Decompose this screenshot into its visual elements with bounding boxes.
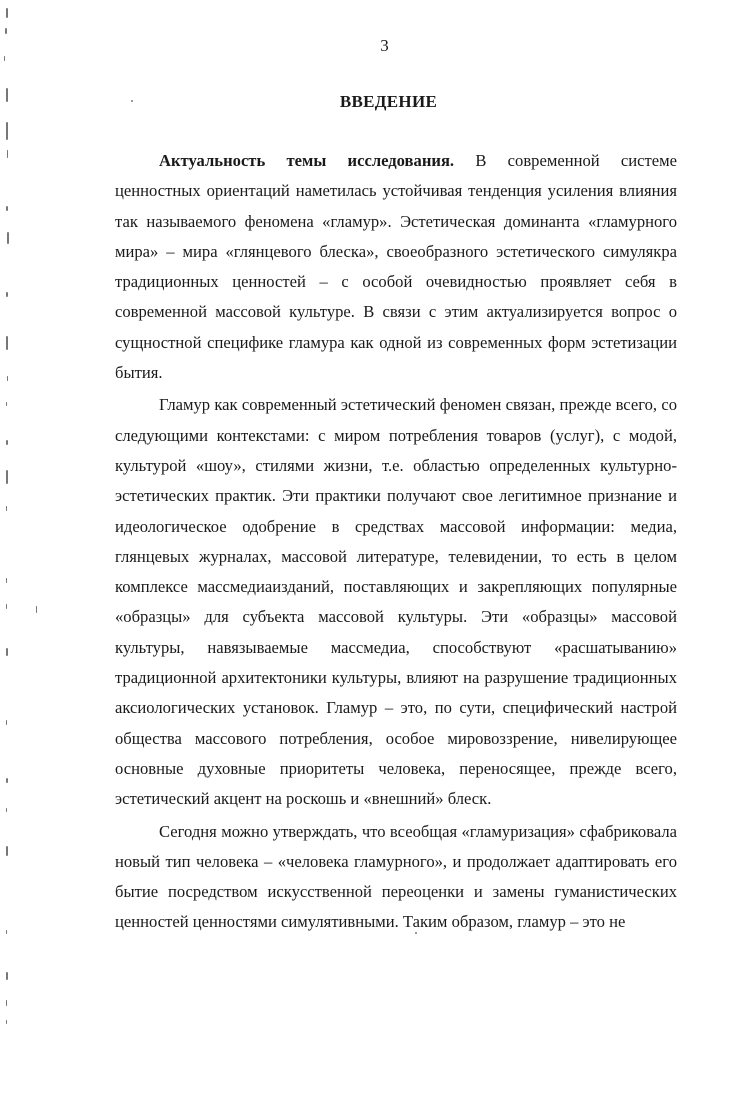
scan-speck: [6, 470, 8, 484]
section-heading: ВВЕДЕНИЕ: [339, 92, 438, 111]
paragraph-lead: Актуальность темы исследования.: [159, 151, 455, 170]
paragraph-relevance: [115, 146, 677, 388]
scan-speck: [6, 648, 8, 656]
scan-speck: [6, 1000, 7, 1006]
scan-speck: [6, 506, 7, 511]
scan-speck: [6, 88, 8, 102]
scan-speck: [6, 578, 7, 583]
scan-speck: [6, 846, 8, 856]
scan-speck: [7, 232, 9, 244]
paragraph-text: В современной системе ценностных ориентаций наметилась устойчивая тенденция усиления влияния так называемого феномена «гламур». Эстетическая доминанта «гламурного мира» – мира «глянцевого блеска», своеобразного эстетического симулякра традиционных ценностей – с особой очевидностью проявляет себя в современной массовой культуре. В связи с этим актуализируется вопрос о сущностной специфике гламура как одной из современных форм эстетизации бытия.: [115, 151, 677, 383]
scan-speck: [6, 972, 8, 980]
scan-speck: [6, 402, 7, 406]
scan-speck: [6, 778, 8, 783]
scan-speck: [6, 808, 7, 812]
scan-speck: [7, 376, 8, 381]
document-body: [115, 146, 677, 938]
scan-speck: [6, 440, 8, 445]
scan-speck: [6, 336, 8, 350]
scan-speck: [6, 292, 8, 297]
scan-speck: [6, 206, 8, 211]
scan-speck: [36, 606, 37, 613]
scan-speck: [5, 28, 7, 34]
scan-speck: [131, 100, 133, 102]
paragraph-glamour-today: Сегодня можно утверждать, что всеобщая «гламуризация» сфабриковала новый тип человека – «человека гламурного», и продолжает адаптировать его бытие посредством искусственной переоценки и замены гуманистических ценностей ценностями симулятивными. Таким образом, гламур – это не: [115, 821, 677, 932]
scan-speck: [6, 604, 7, 609]
paragraph-glamour-context: Гламур как современный эстетический феномен связан, прежде всего, со следующими контекстами: с миром потребления товаров (услуг), с модой, культурой «шоу», стилями жизни, т.е. областью определенных культурно-эстетических практик. Эти практики получают свое легитимное признание и идеологическое одобрение в средствах массовой информации: медиа, глянцевых журналах, массовой литературе, телевидении, то есть в целом комплексе массмедиаизданий, поставляющих и закрепляющих популярные «образцы» для субъекта массовой культуры. Эти «образцы» массовой культуры, навязываемые массмедиа, способствуют «расшатыванию» традиционной архитектоники культуры, влияют на разрушение традиционных аксиологических установок. Гламур – это, по сути, специфический настрой общества массового потребления, особое мировоззрение, нивелирующее основные духовные приоритеты человека, переносящее, прежде всего, эстетический акцент на роскошь и «внешний» блеск.: [115, 395, 677, 809]
scan-speck: [6, 720, 7, 725]
scan-speck: [6, 122, 8, 140]
scan-speck: [6, 930, 7, 934]
scan-speck: [415, 932, 417, 934]
scan-speck: [7, 150, 8, 158]
page-number: 3: [380, 36, 389, 55]
scan-speck: [4, 56, 5, 61]
scan-speck: [6, 1020, 7, 1024]
scan-speck: [6, 8, 8, 18]
